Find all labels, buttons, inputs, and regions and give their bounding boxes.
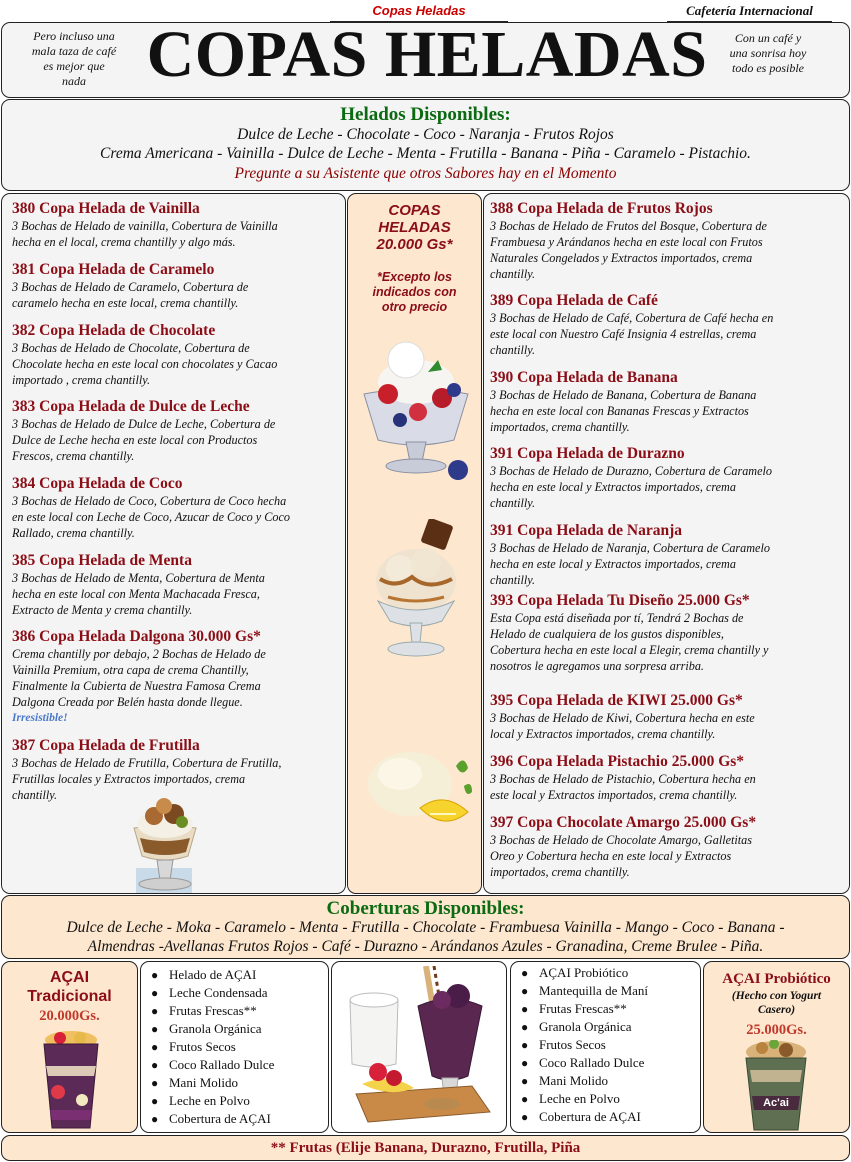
menu-item-description-line: caramelo hecha en este local, crema chantilly. [12, 296, 239, 310]
middle-note-line: *Excepto los [376, 270, 453, 284]
menu-item-title: 383 Copa Helada de Dulce de Leche [12, 398, 250, 415]
acai-probiotic-ingredients [521, 964, 648, 1126]
acai-probiotic-cup-image [738, 1040, 814, 1132]
sundae-image [124, 794, 206, 894]
right-menu-item [490, 445, 846, 511]
cup-label: Ac'ai [763, 1097, 789, 1109]
menu-item-description-line: hecha en este local y Extractos importados, crema [490, 480, 736, 494]
ingredient-item: ● Helado de AÇAI [151, 966, 274, 984]
menu-item-description-line: Chocolate hecha en este local con chocolates y Cacao [12, 357, 278, 371]
coberturas-panel [1, 895, 850, 959]
helados-line-2: Crema Americana - Vainilla - Dulce de Leche - Menta - Frutilla - Banana - Piña - Caramelo - Pistachio. [100, 145, 751, 162]
ingredient-item: ● Cobertura de AÇAI [521, 1108, 648, 1126]
footer-panel [1, 1135, 850, 1161]
menu-item-title: 386 Copa Helada Dalgona 30.000 Gs* [12, 628, 261, 645]
right-menu-item [490, 592, 846, 674]
menu-item-description-line: 3 Bochas de Helado de Café, Cobertura de Café hecha en [490, 311, 774, 325]
motto-left-line: es mejor que [43, 59, 105, 73]
menu-item-description-line: importado , crema chantilly. [12, 373, 150, 387]
ingredient-item: ● Frutos Secos [151, 1038, 274, 1056]
vanilla-scoops-image [360, 738, 475, 833]
menu-item-highlight: Irresistible! [12, 712, 68, 724]
coberturas-title: Coberturas Disponibles: [326, 898, 525, 919]
motto-left-line: mala taza de café [31, 44, 117, 58]
menu-item-description-line: 3 Bochas de Helado de Kiwi, Cobertura hecha en este [490, 711, 755, 725]
ingredient-item: ● Leche en Polvo [521, 1090, 648, 1108]
coberturas-line-1: Dulce de Leche - Moka - Caramelo - Menta - Frutilla - Chocolate - Frambuesa Vainilla - Mango - Coco - Banana - [66, 919, 785, 936]
menu-item-description-line: 3 Bochas de Helado de Coco, Cobertura de Coco hecha [12, 494, 287, 508]
menu-item-description-line: 3 Bochas de Helado de Chocolate Amargo, Galletitas [490, 833, 752, 847]
motto-right-line: Con un café y [734, 31, 802, 45]
right-menu-item [490, 200, 846, 282]
middle-price: 20.000 Gs* [376, 236, 453, 253]
header-panel [1, 22, 850, 98]
menu-item-description-line: chantilly. [490, 267, 536, 281]
acai-bowl-image [338, 966, 502, 1130]
motto-left-line: nada [62, 74, 86, 88]
menu-item-description-line: Naturales Congelados y Extractos importados, crema [490, 251, 753, 265]
acai-traditional-price: 20.000Gs. [39, 1008, 100, 1024]
menu-item-description-line: Frambuesa y Arándanos hecha en este local con Frutos [490, 235, 763, 249]
ingredient-item: ● Mantequilla de Maní [521, 982, 648, 1000]
left-menu-item [12, 552, 342, 618]
menu-item-title: 385 Copa Helada de Menta [12, 552, 192, 569]
menu-item-description-line: hecha en este local y Extractos importados, crema [490, 557, 736, 571]
motto-right-line: una sonrisa hoy [729, 46, 807, 60]
menu-item-description-line: 3 Bochas de Helado de Dulce de Leche, Cobertura de [12, 417, 276, 431]
menu-item-title: 391 Copa Helada de Durazno [490, 445, 685, 462]
menu-item-title: 381 Copa Helada de Caramelo [12, 261, 215, 278]
helados-panel [1, 99, 850, 191]
acai-cup-image [36, 1028, 106, 1132]
menu-item-title: 390 Copa Helada de Banana [490, 369, 678, 386]
menu-item-title: 393 Copa Helada Tu Diseño 25.000 Gs* [490, 592, 750, 609]
menu-item-title: 382 Copa Helada de Chocolate [12, 322, 216, 339]
menu-item-description-line: Cobertura hecha en este local a Elegir, crema chantilly y [490, 643, 769, 657]
menu-item-description-line: Dulce de Leche hecha en este local con Productos [12, 433, 258, 447]
ingredient-item: ● Coco Rallado Dulce [151, 1056, 274, 1074]
helados-note: Pregunte a su Asistente que otros Sabores hay en el Momento [234, 165, 617, 182]
ingredient-item: ● Leche Condensada [151, 984, 274, 1002]
menu-item-description-line: hecha en este local con Bananas Frescas y Extractos [490, 404, 749, 418]
menu-item-description-line: chantilly. [12, 788, 58, 802]
menu-item-description-line: Extracto de Menta y crema chantilly. [12, 603, 193, 617]
middle-title-line: COPAS [388, 202, 441, 219]
ingredient-item: ● Frutas Frescas** [521, 1000, 648, 1018]
menu-item-description-line: hecha en el local, crema chantilly y algo más. [12, 235, 236, 249]
middle-title-line: HELADAS [378, 219, 451, 236]
right-menu-item [490, 753, 846, 803]
menu-item-description-line: 3 Bochas de Helado de Banana, Cobertura de Banana [490, 388, 757, 402]
header-tab-left: Copas Heladas [372, 3, 466, 18]
menu-item-description-line: Oreo y Cobertura hecha en este local y Extractos [490, 849, 732, 863]
right-menu-item [490, 522, 846, 588]
right-menu-item [490, 814, 846, 880]
acai-traditional-ingredients [151, 966, 274, 1128]
left-menu-item [12, 261, 342, 311]
left-menu-item [12, 200, 342, 250]
acai-subtitle-line: (Hecho con Yogurt [731, 990, 822, 1002]
menu-item-title: 395 Copa Helada de KIWI 25.000 Gs* [490, 692, 743, 709]
middle-note-line: otro precio [381, 300, 448, 314]
ingredient-item: ● Frutas Frescas** [151, 1002, 274, 1020]
middle-note-line: indicados con [372, 285, 457, 299]
menu-item-description-line: chantilly. [490, 573, 536, 587]
menu-item-description-line: Dalgona Creada por Belén hasta donde llegue. [12, 695, 243, 709]
right-menu-panel [483, 193, 850, 894]
left-menu-panel [1, 193, 346, 894]
ingredient-item: ● Granola Orgánica [521, 1018, 648, 1036]
acai-traditional-title [2, 968, 137, 1006]
menu-item-description-line: 3 Bochas de Helado de Naranja, Cobertura de Caramelo [490, 541, 770, 555]
menu-item-title: 397 Copa Chocolate Amargo 25.000 Gs* [490, 814, 757, 831]
ingredient-item: ● Mani Molido [151, 1074, 274, 1092]
acai-probiotic-ingredients-panel [510, 961, 701, 1133]
menu-item-description-line: 3 Bochas de Helado de Pistachio, Cobertura hecha en [490, 772, 756, 786]
motto-right-line: todo es posible [732, 61, 804, 75]
menu-item-description-line: este local con Nuestro Café Insignia 4 estrellas, crema [490, 327, 757, 341]
left-menu-item [12, 628, 342, 726]
menu-item-description-line: chantilly. [490, 343, 536, 357]
menu-item-title: 391 Copa Helada de Naranja [490, 522, 683, 539]
right-menu-item [490, 369, 846, 435]
motto-left [10, 29, 138, 89]
menu-item-title: 380 Copa Helada de Vainilla [12, 200, 200, 217]
acai-subtitle-line: Casero) [757, 1004, 796, 1016]
middle-title [348, 202, 481, 236]
menu-item-description-line: 3 Bochas de Helado de Frutos del Bosque, Cobertura de [490, 219, 767, 233]
caramel-sundae-image [366, 519, 466, 664]
ingredient-item: ● Leche en Polvo [151, 1092, 274, 1110]
motto-right [702, 31, 834, 76]
helados-title: Helados Disponibles: [340, 104, 511, 125]
menu-item-description-line: Frutillas locales y Extractos importados, crema [12, 772, 246, 786]
ingredient-item: ● Mani Molido [521, 1072, 648, 1090]
menu-item-description-line: Crema chantilly por debajo, 2 Bochas de Helado de [12, 647, 266, 661]
menu-item-description-line: 3 Bochas de Helado de Menta, Cobertura de Menta [12, 571, 265, 585]
ingredient-item: ● Coco Rallado Dulce [521, 1054, 648, 1072]
menu-item-description-line: local y Extractos importados, crema chantilly. [490, 727, 716, 741]
menu-item-title: 396 Copa Helada Pistachio 25.000 Gs* [490, 753, 745, 770]
menu-item-title: 388 Copa Helada de Frutos Rojos [490, 200, 713, 217]
acai-title-line: AÇAI [49, 969, 90, 986]
left-menu-item [12, 475, 342, 541]
ingredient-item: ● Granola Orgánica [151, 1020, 274, 1038]
menu-item-description-line: hecha en este local con Menta Machacada Fresca, [12, 587, 260, 601]
menu-item-description-line: este local y Extractos importados, crema chantilly. [490, 788, 738, 802]
menu-item-description-line: importados, crema chantilly. [490, 420, 630, 434]
right-menu-item [490, 692, 846, 742]
acai-title-line: Tradicional [27, 988, 112, 1005]
coberturas-line-2: Almendras -Avellanas Frutos Rojos - Café - Durazno - Arándanos Azules - Granadina, Creme Brulee - Piña. [87, 938, 764, 955]
menu-item-description-line: en este local con Leche de Coco, Azucar de Coco y Coco [12, 510, 290, 524]
menu-item-description-line: 3 Bochas de Helado de Frutilla, Cobertura de Frutilla, [12, 756, 282, 770]
menu-item-description-line: 3 Bochas de Helado de vainilla, Cobertura de Vainilla [12, 219, 278, 233]
motto-left-line: Pero incluso una [33, 29, 115, 43]
menu-item-title: 389 Copa Helada de Café [490, 292, 658, 309]
ingredient-item: ● AÇAI Probiótico [521, 964, 648, 982]
menu-item-description-line: nosotros le agregamos una sorpresa arriba. [490, 659, 704, 673]
menu-item-description-line: Rallado, crema chantilly. [12, 526, 135, 540]
menu-item-description-line: Frescos, crema chantilly. [12, 449, 135, 463]
menu-item-title: 384 Copa Helada de Coco [12, 475, 183, 492]
acai-probiotic-title: AÇAI Probiótico [722, 971, 831, 987]
menu-item-description-line: Helado de cualquiera de los gustos disponibles, [490, 627, 724, 641]
menu-item-description-line: Vainilla Premium, otra capa de crema Chantilly, [12, 663, 249, 677]
middle-note [348, 270, 481, 315]
menu-item-description-line: Esta Copa está diseñada por tí, Tendrá 2 Bochas de [490, 611, 744, 625]
acai-traditional-ingredients-panel [140, 961, 329, 1133]
acai-probiotic-panel [703, 961, 850, 1133]
acai-probiotic-subtitle [704, 989, 849, 1017]
acai-probiotic-price: 25.000Gs. [746, 1022, 807, 1038]
footer-note: ** Frutas (Elije Banana, Durazno, Frutilla, Piña [270, 1140, 581, 1156]
helados-line-1: Dulce de Leche - Chocolate - Coco - Naranja - Frutos Rojos [237, 126, 614, 143]
menu-item-description-line: 3 Bochas de Helado de Chocolate, Cobertura de [12, 341, 250, 355]
ingredient-item: ● Frutos Secos [521, 1036, 648, 1054]
menu-item-description-line: Finalmente la Cubierta de Nuestra Famosa Crema [12, 679, 261, 693]
menu-item-description-line: chantilly. [490, 496, 536, 510]
header-tab-right: Cafetería Internacional [686, 3, 813, 18]
menu-item-title: 387 Copa Helada de Frutilla [12, 737, 200, 754]
right-menu-item [490, 292, 846, 358]
ingredient-item: ● Cobertura de AÇAI [151, 1110, 274, 1128]
page-title: COPAS HELADAS [146, 22, 708, 91]
acai-center-image-panel [331, 961, 507, 1133]
left-menu-item [12, 322, 342, 388]
acai-traditional-panel [1, 961, 138, 1133]
middle-panel [347, 193, 482, 894]
left-menu-item [12, 398, 342, 464]
menu-item-description-line: importados, crema chantilly. [490, 865, 630, 879]
menu-item-description-line: 3 Bochas de Helado de Durazno, Cobertura de Caramelo [490, 464, 772, 478]
berry-sundae-image [358, 332, 474, 482]
menu-item-description-line: 3 Bochas de Helado de Caramelo, Cobertura de [12, 280, 249, 294]
